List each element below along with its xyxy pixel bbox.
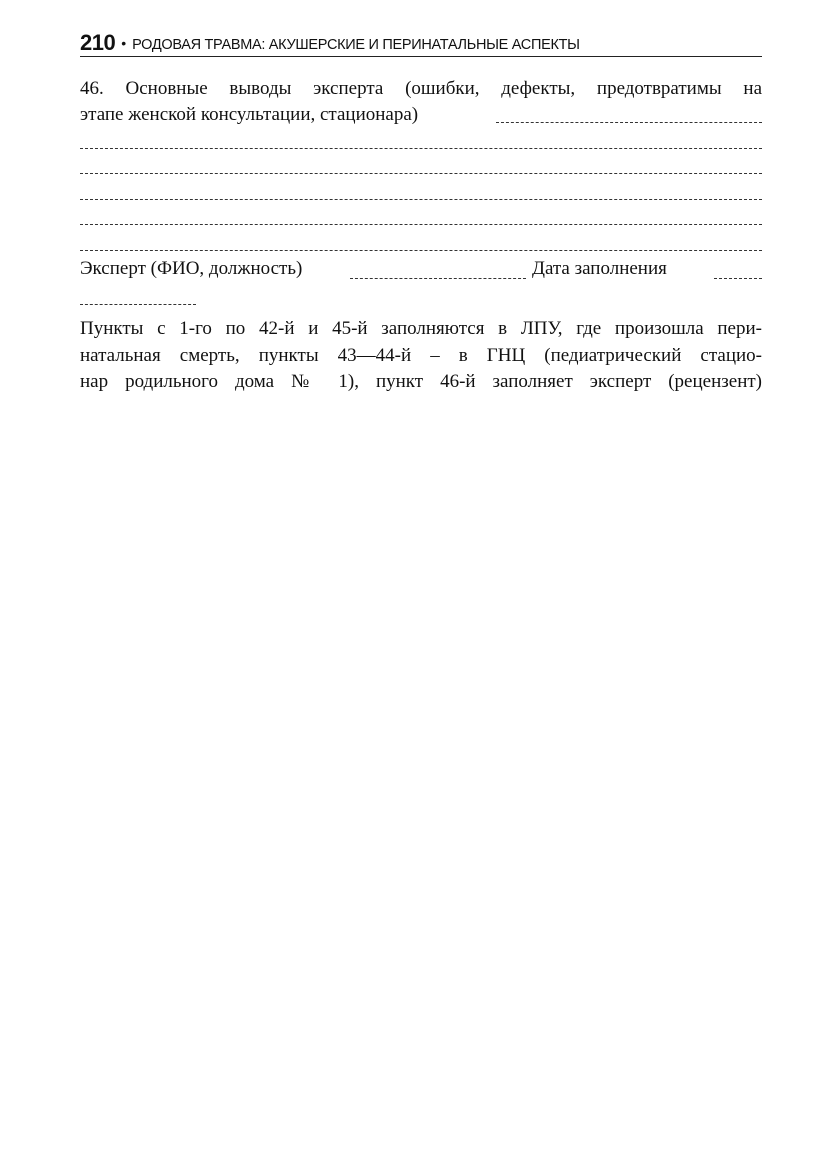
- note-line-3: нар родильного дома № 1), пункт 46-й заполняет эксперт (рецензент): [80, 371, 762, 392]
- note-line-2: натальная смерть, пункты 43—44-й – в ГНЦ (педиатрический стацио-: [80, 344, 762, 366]
- blank-rule: [80, 148, 762, 149]
- date-blank-continued[interactable]: [80, 304, 196, 305]
- signature-block: [80, 256, 762, 310]
- blank-answer-line-3[interactable]: [80, 179, 762, 205]
- blank-answer-line-2[interactable]: [80, 154, 762, 180]
- page-number: 210: [80, 30, 116, 55]
- item-46-expert-conclusions: [80, 76, 762, 256]
- item-46-line-2-text: этапе женской консультации, стационара): [80, 104, 419, 125]
- expert-name-blank[interactable]: [350, 278, 526, 279]
- signature-row: [80, 256, 762, 284]
- blank-answer-line-1[interactable]: [80, 128, 762, 154]
- blank-answer-line-4[interactable]: [80, 205, 762, 231]
- running-header: [80, 30, 762, 57]
- note-line-1: Пункты с 1-го по 42-й и 45-й заполняются в ЛПУ, где произошла пери-: [80, 318, 762, 339]
- date-continuation-row: [80, 284, 762, 310]
- item-46-line-2: [80, 102, 762, 128]
- date-blank[interactable]: [714, 278, 762, 279]
- blank-answer-line-5[interactable]: [80, 230, 762, 256]
- form-notes: [80, 316, 762, 396]
- expert-label: Эксперт (ФИО, должность): [80, 258, 303, 279]
- blank-rule: [80, 173, 762, 174]
- blank-rule: [80, 250, 762, 251]
- item-46-line-1: 46. Основные выводы эксперта (ошибки, дефекты, предотвратимы на: [80, 78, 762, 99]
- blank-rule: [80, 199, 762, 200]
- blank-rule: [80, 224, 762, 225]
- date-label: Дата заполнения: [532, 258, 667, 279]
- item-46-fill-blank[interactable]: [496, 122, 762, 123]
- running-title: РОДОВАЯ ТРАВМА: АКУШЕРСКИЕ И ПЕРИНАТАЛЬНЫЕ АСПЕКТЫ: [132, 37, 580, 53]
- header-bullet: •: [121, 35, 127, 51]
